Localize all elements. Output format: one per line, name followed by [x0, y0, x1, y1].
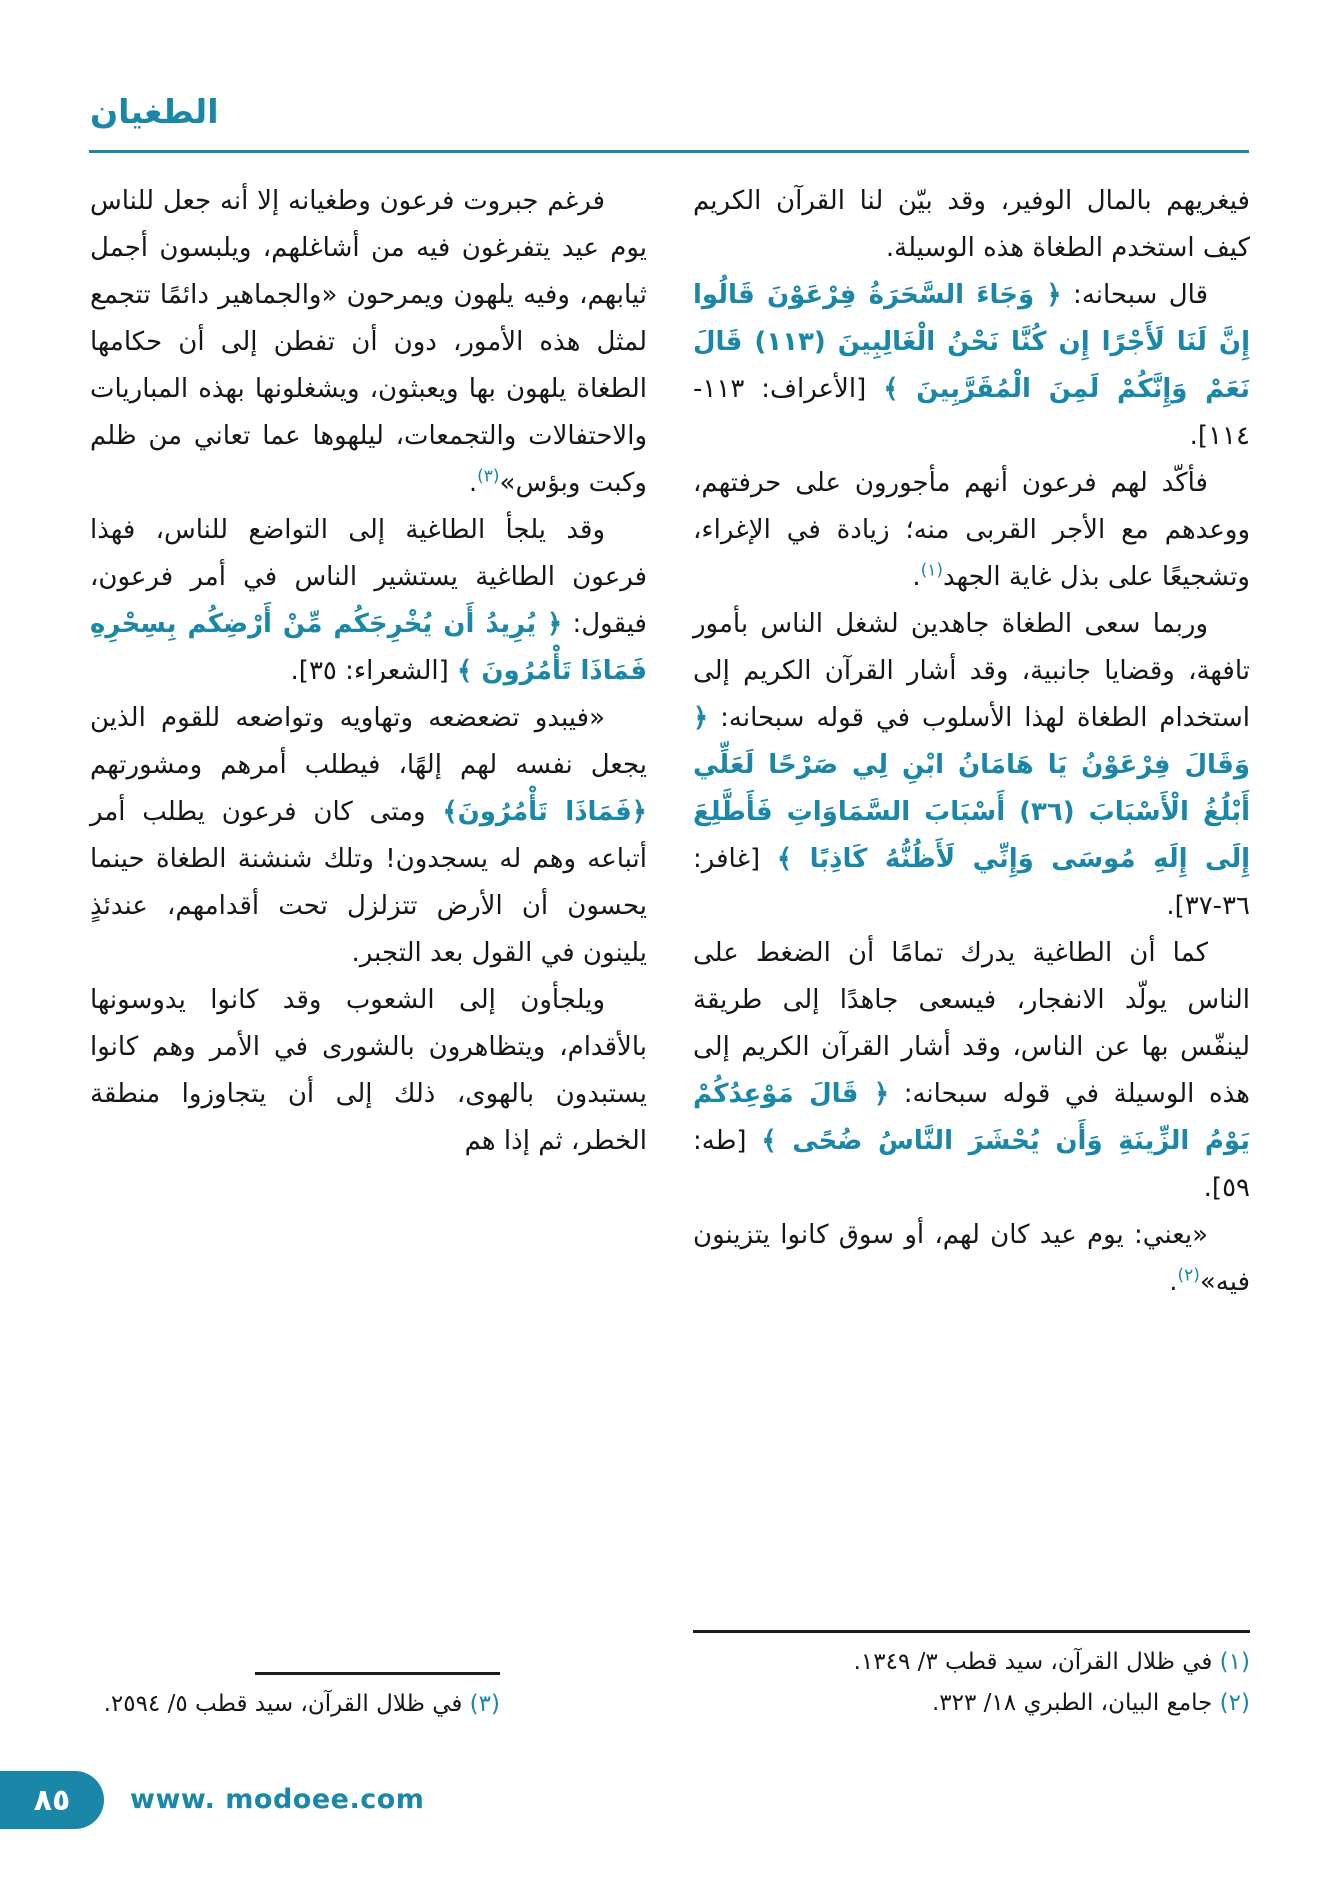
quran-verse: ﴿ وَقَالَ فِرْعَوْنُ يَا هَامَانُ ابْنِ لِي صَرْحًا لَعَلِّي أَبْلُغُ الْأَسْبَابَ (٣٦) أَسْبَابَ السَّمَاوَاتِ فَأَطَّلِعَ إِلَى إِلَهِ مُوسَى وَإِنِّي لَأَظُنُّهُ كَاذِبًا ﴾ — [693, 703, 1250, 874]
quran-verse: ﴿ قَالَ مَوْعِدُكُمْ يَوْمُ الزِّينَةِ وَأَن يُحْشَرَ النَّاسُ ضُحًى ﴾ — [693, 1079, 1250, 1156]
footnote-separator-left — [255, 1672, 500, 1675]
paragraph — [693, 601, 1250, 930]
page-number: ٨٥ — [33, 1782, 71, 1818]
body-text: «فيبدو تضعضعه وتهاويه وتواضعه للقوم الذين يجعل نفسه لهم إلهًا، فيطلب أمرهم ومشورتهم — [90, 703, 647, 780]
footnote — [103, 1684, 500, 1725]
footnote-text: جامع البيان، الطبري ١٨/ ٣٢٣. — [931, 1690, 1220, 1716]
body-text: «يعني: يوم عيد كان لهم، أو سوق كانوا يتزينون فيه» — [693, 1220, 1250, 1297]
footnote-marker: (٢) — [1177, 1265, 1200, 1286]
paragraph — [693, 460, 1250, 601]
quran-verse: ﴿ وَجَاءَ السَّحَرَةُ فِرْعَوْنَ قَالُوا إِنَّ لَنَا لَأَجْرًا إِن كُنَّا نَحْنُ الْغَالِبِينَ (١١٣) قَالَ نَعَمْ وَإِنَّكُمْ لَمِنَ الْمُقَرَّبِينَ ﴾ — [693, 280, 1251, 404]
page-number-badge — [0, 1771, 104, 1829]
text-column-left — [90, 178, 647, 1165]
body-text: [طه: ٥٩]. — [693, 1126, 1250, 1203]
body-text: قال سبحانه: — [1061, 280, 1208, 310]
body-text: وربما سعى الطغاة جاهدين لشغل الناس بأمور تافهة، وقضايا جانبية، وقد أشار القرآن الكريم إلى استخدام الطغاة لهذا الأسلوب في قوله سبحانه: — [693, 609, 1250, 733]
body-text: فيغريهم بالمال الوفير، وقد بيّن لنا القرآن الكريم كيف استخدم الطغاة هذه الوسيلة. — [693, 186, 1250, 263]
footnote — [693, 1642, 1250, 1683]
footnotes-left — [103, 1684, 500, 1725]
body-text: [الأعراف: ١١٣- ١١٤]. — [693, 374, 1250, 451]
quran-verse: ﴿فَمَاذَا تَأْمُرُونَ﴾ — [442, 797, 647, 827]
body-text: كما أن الطاغية يدرك تمامًا أن الضغط على الناس يولّد الانفجار، فيسعى جاهدًا إلى طريقة لينفّس بها عن الناس، وقد أشار القرآن الكريم إلى هذه الوسيلة في قوله سبحانه: — [693, 938, 1250, 1109]
website-text: www. modoee.com — [130, 1784, 425, 1815]
paragraph — [693, 1212, 1250, 1306]
footnote-text: في ظلال القرآن، سيد قطب ٣/ ١٣٤٩. — [853, 1649, 1220, 1675]
body-text: ومتى كان فرعون يطلب أمر أتباعه وهم له يسجدون! وتلك شنشنة الطغاة حينما يحسون أن الأرض تتزلزل تحت أقدامهم، عندئذٍ يلينون في القول بعد التجبر. — [90, 797, 647, 968]
body-text: وقد يلجأ الطاغية إلى التواضع للناس، فهذا فرعون الطاغية يستشير الناس في أمر فرعون، فيقول: — [90, 515, 647, 639]
paragraph — [693, 178, 1250, 272]
body-text: ويلجأون إلى الشعوب وقد كانوا يدوسونها بالأقدام، ويتظاهرون بالشورى في الأمر وهم كانوا يستبدون بالهوى، ذلك إلى أن يتجاوزوا منطقة الخطر، ثم إذا هم — [90, 985, 647, 1156]
body-text: [الشعراء: ٣٥]. — [290, 656, 458, 686]
body-text: . — [1169, 1267, 1178, 1297]
footnotes-right — [693, 1642, 1250, 1724]
footnote-number: (٣) — [469, 1691, 500, 1717]
paragraph — [90, 695, 647, 977]
quran-verse: ﴿ يُرِيدُ أَن يُخْرِجَكُم مِّنْ أَرْضِكُم بِسِحْرِهِ فَمَاذَا تَأْمُرُونَ ﴾ — [90, 609, 647, 686]
paragraph — [90, 507, 647, 695]
footnote-text: في ظلال القرآن، سيد قطب ٥/ ٢٥٩٤. — [103, 1691, 470, 1717]
footnote-marker: (٣) — [477, 466, 500, 487]
text-column-right — [693, 178, 1250, 1306]
footnote-separator-right — [693, 1630, 1250, 1633]
body-text: . — [912, 562, 921, 592]
body-text: فأكّد لهم فرعون أنهم مأجورون على حرفتهم، ووعدهم مع الأجر القربى منه؛ زيادة في الإغراء، وتشجيعًا على بذل غاية الجهد — [693, 468, 1250, 592]
body-text: . — [468, 468, 478, 498]
paragraph — [90, 178, 647, 507]
footnote — [693, 1683, 1250, 1724]
paragraph — [693, 272, 1250, 460]
paragraph — [693, 930, 1250, 1212]
footnote-number: (١) — [1219, 1649, 1250, 1675]
paragraph — [90, 977, 647, 1165]
footnote-number: (٢) — [1219, 1690, 1250, 1716]
body-text: فرغم جبروت فرعون وطغيانه إلا أنه جعل للناس يوم عيد يتفرغون فيه من أشاغلهم، ويلبسون أجمل ثيابهم، وفيه يلهون ويمرحون «والجماهير دائمًا تتجمع لمثل هذه الأمور، دون أن تفطن إلى أن حكامها الطغاة يلهون بها ويعبثون، ويشغلونها بهذه المباريات والاحتفالات والتجمعات، ليلهوها عما تعاني من ظلم وكبت وبؤس» — [90, 186, 647, 498]
header-rule — [89, 150, 1249, 153]
footnote-marker: (١) — [920, 560, 944, 581]
body-text: [غافر: ٣٦-٣٧]. — [693, 844, 1250, 921]
page-header-title: الطغيان — [90, 92, 219, 131]
